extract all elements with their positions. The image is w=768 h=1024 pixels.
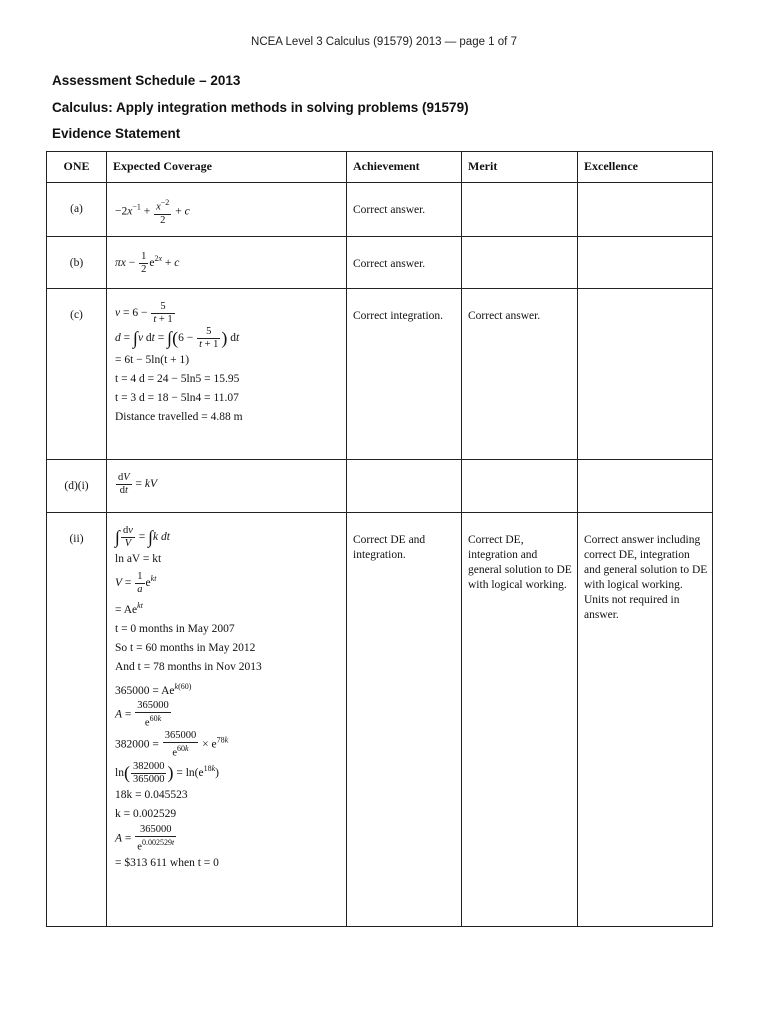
question-label: (d)(i) xyxy=(47,460,107,513)
question-label: (b) xyxy=(47,237,107,289)
achievement-cell: Correct answer. xyxy=(347,183,462,237)
expected-coverage: πx − $\frac{1}{2}$ $e^{2x} + c$ xyxy=(107,237,347,289)
coverage-line: 365000 = Ae xyxy=(115,684,175,697)
merit-cell xyxy=(462,183,578,237)
col-header-expected-coverage: Expected Coverage xyxy=(107,152,347,183)
expected-coverage: v = 6 − $\frac{5}{t + 1}$ d = ∫v dt = ∫(6 − $\frac{5}{t + 1}$ ) dt = 6t − 5ln(t + 1) t = 4 d = 24 − 5ln5 = 15.95 t = 3 d = 18 − 5ln4 = 11.07 Distance travelled = 4.88 m xyxy=(107,289,347,460)
coverage-line: And t = 78 months in Nov 2013 xyxy=(115,660,262,673)
coverage-line: ln aV = kt xyxy=(115,553,162,565)
col-header-merit: Merit xyxy=(462,152,578,183)
table-row xyxy=(47,183,713,237)
question-label: (c) xyxy=(47,289,107,460)
excellence-cell: Correct answer including correct DE, integration and general solution to DE with logical working. Units not required in answer. xyxy=(578,513,713,927)
page-header: NCEA Level 3 Calculus (91579) 2013 — page 1 of 7 xyxy=(251,36,517,48)
excellence-cell xyxy=(578,460,713,513)
coverage-line: t = 0 months in May 2007 xyxy=(115,622,235,635)
expected-coverage: ∫ $\frac{dv}{V}$ = ∫k dt ln aV = kt V = $\frac{1}{a}$ $e^{kt}$ = $Ae^{kt}$ t = 0 months in May 2007 So t = 60 months in May 2012 And t = 78 months in Nov 2013 $365000 = Ae^{k(60)}$ A = $\frac{365000}{e^{60k}}$ 382000 = $\frac{365000}{e^{60k}}$ × $e^{78k}$ ln( $\frac{382000}{365000}$ ) = $\ln(e^{18k})$ 18k = 0.045523 k = 0.002529 A = $\frac{365000}{e^{0.002529t}}$ = $313 611 when t = 0 xyxy=(107,513,347,927)
schedule-title: Assessment Schedule – 2013 xyxy=(52,73,241,88)
col-header-achievement: Achievement xyxy=(347,152,462,183)
coverage-line: = $313 611 when t = 0 xyxy=(115,856,219,869)
table-header-row xyxy=(47,152,713,183)
expected-coverage: $-2x^{-1}$ + $\frac{x^{-2}}{2}$ + c xyxy=(107,183,347,237)
table-row xyxy=(47,237,713,289)
section-heading: Evidence Statement xyxy=(52,126,181,141)
excellence-cell xyxy=(578,183,713,237)
coverage-line: Distance travelled = 4.88 m xyxy=(115,411,243,423)
coverage-line: 18k = 0.045523 xyxy=(115,789,188,802)
achievement-cell: Correct answer. xyxy=(347,237,462,289)
evidence-table xyxy=(46,151,713,927)
table-row xyxy=(47,513,713,927)
coverage-line: = Ae xyxy=(115,603,138,616)
coverage-line: t = 3 d = 18 − 5ln4 = 11.07 xyxy=(115,392,239,404)
coverage-line: t = 4 d = 24 − 5ln5 = 15.95 xyxy=(115,373,240,385)
question-label: (a) xyxy=(47,183,107,237)
excellence-cell xyxy=(578,237,713,289)
col-header-excellence: Excellence xyxy=(578,152,713,183)
standard-title: Calculus: Apply integration methods in solving problems (91579) xyxy=(52,100,469,115)
coverage-line: So t = 60 months in May 2012 xyxy=(115,641,256,654)
col-header-one: ONE xyxy=(47,152,107,183)
excellence-cell xyxy=(578,289,713,460)
expected-coverage: $\frac{dV}{dt}$ = kV xyxy=(107,460,347,513)
coverage-line: k = 0.002529 xyxy=(115,808,177,821)
merit-cell xyxy=(462,460,578,513)
achievement-cell: Correct DE and integration. xyxy=(347,513,462,927)
question-label: (ii) xyxy=(47,513,107,927)
merit-cell: Correct answer. xyxy=(462,289,578,460)
coverage-line: = 6t − 5ln(t + 1) xyxy=(115,354,190,366)
merit-cell: Correct DE, integration and general solution to DE with logical working. xyxy=(462,513,578,927)
table-row xyxy=(47,289,713,460)
achievement-cell: Correct integration. xyxy=(347,289,462,460)
merit-cell xyxy=(462,237,578,289)
achievement-cell xyxy=(347,460,462,513)
table-row xyxy=(47,460,713,513)
